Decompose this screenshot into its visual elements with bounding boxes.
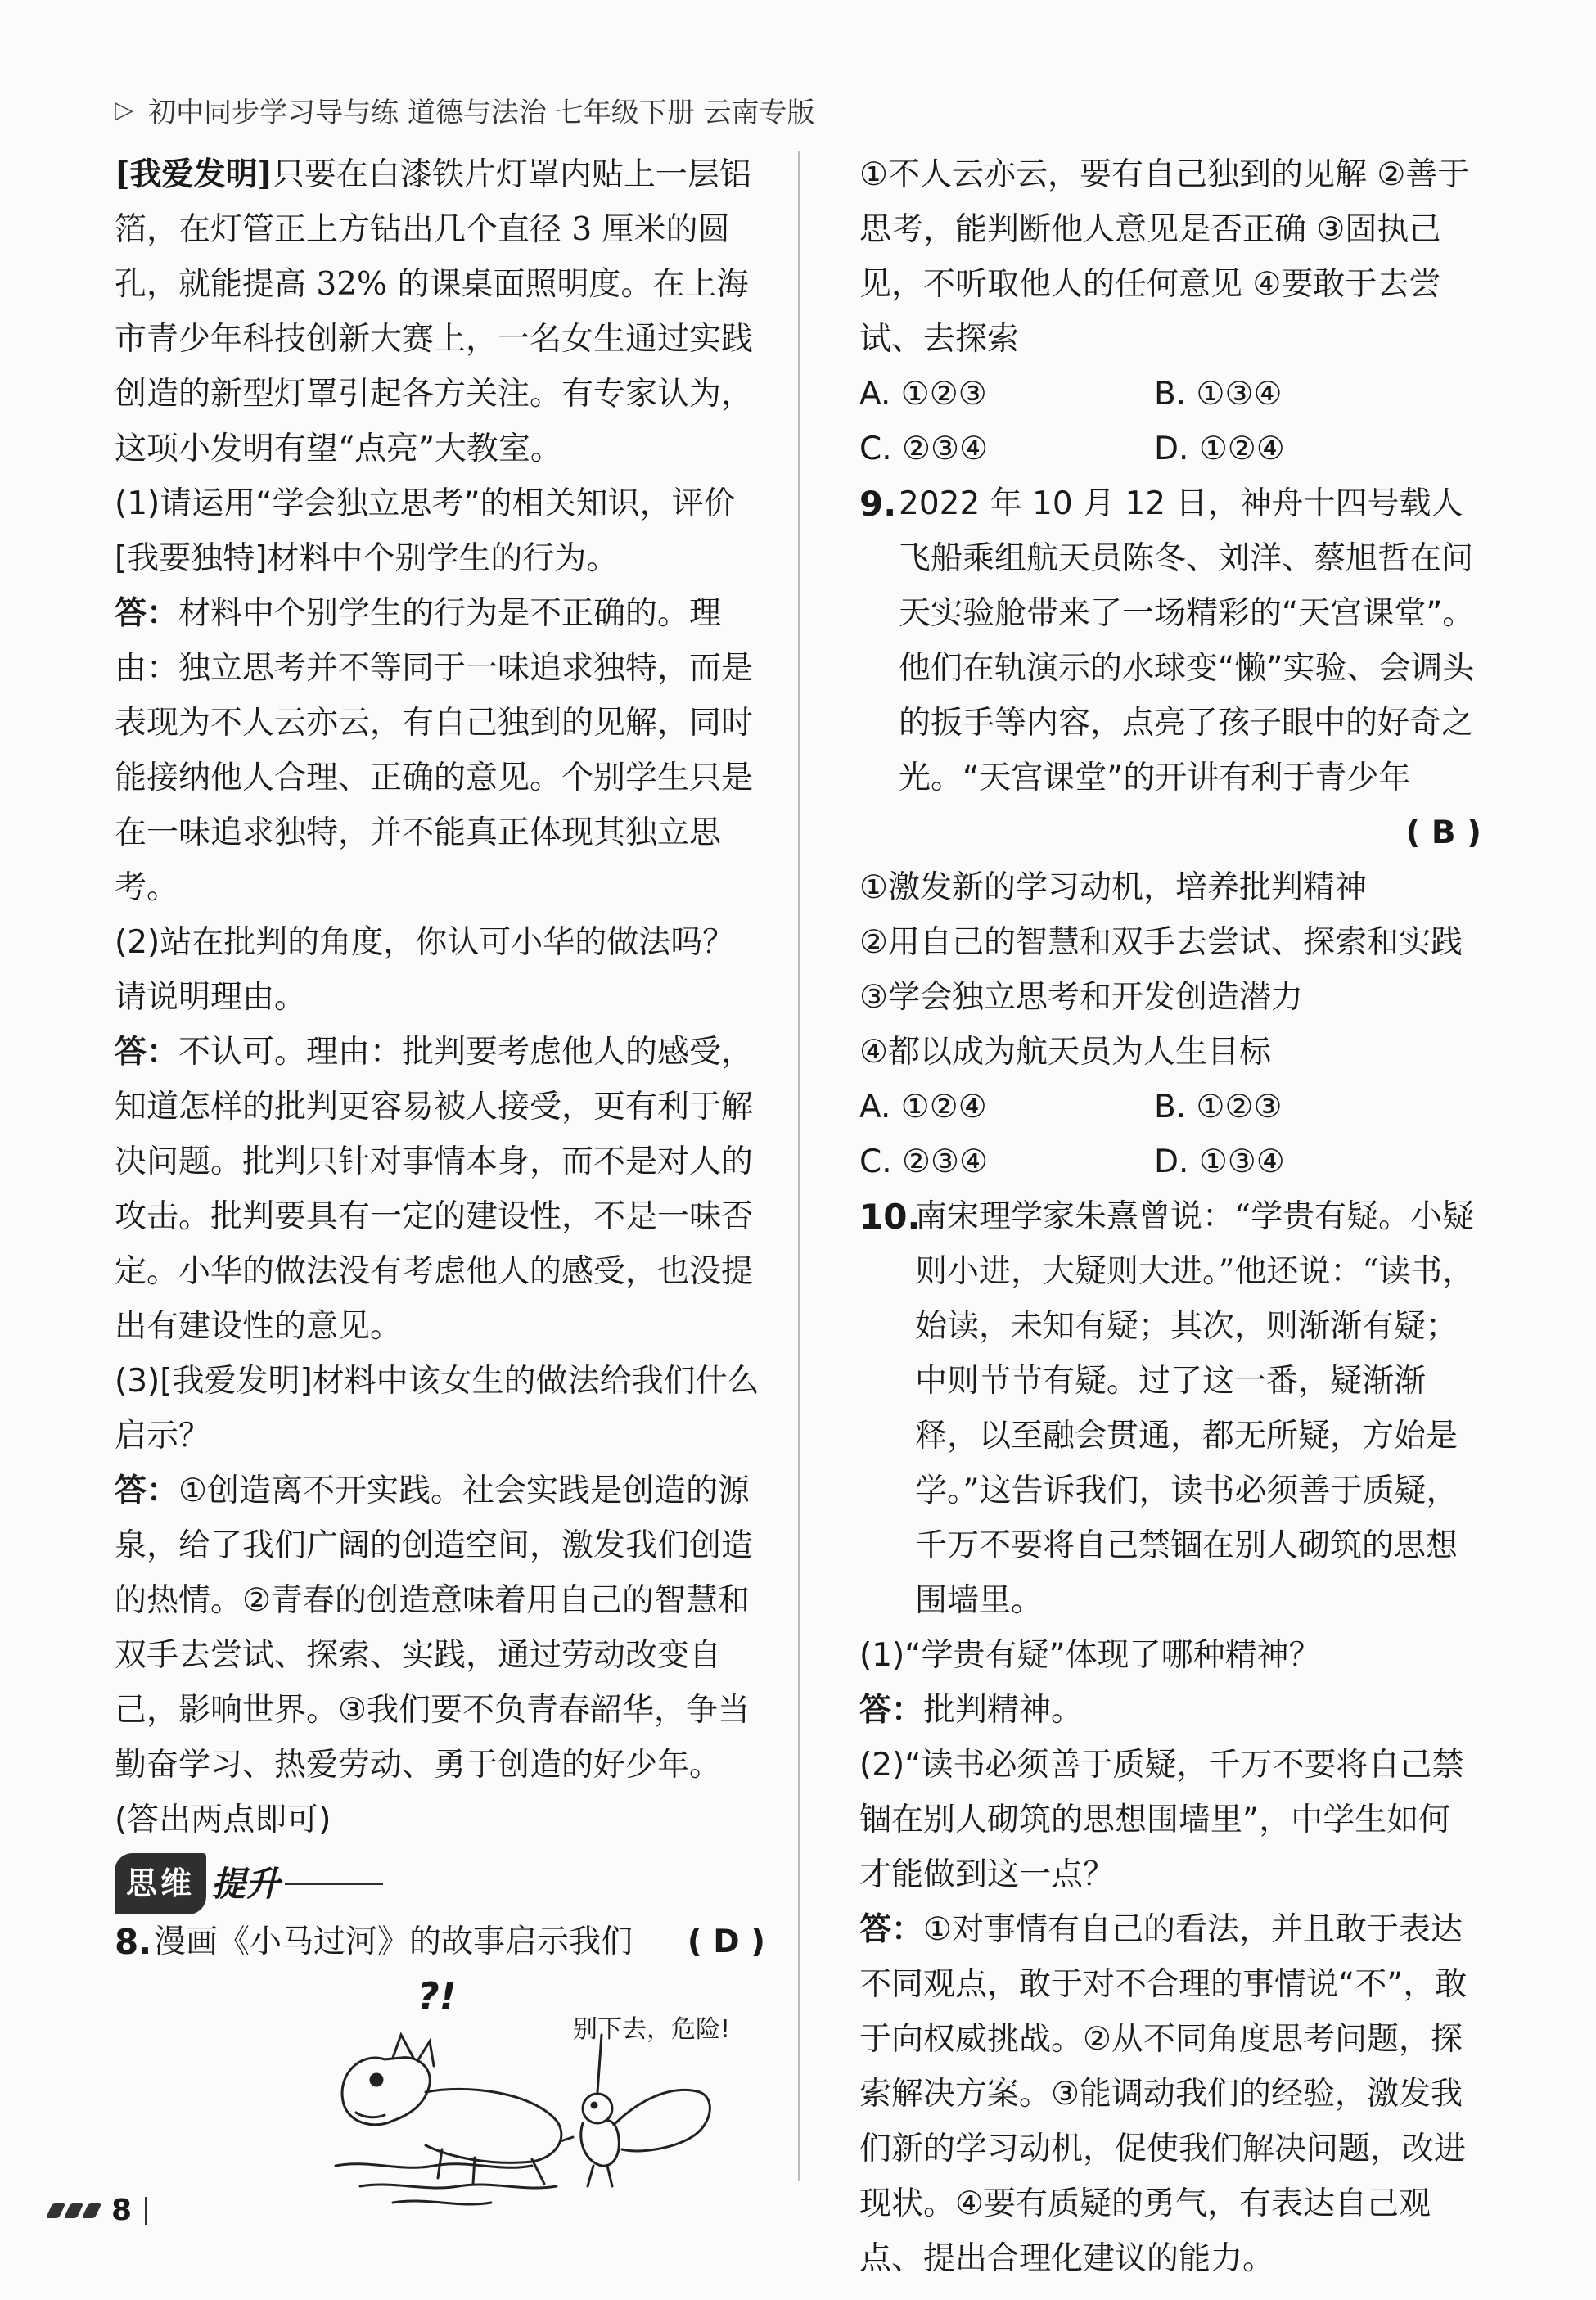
choice-row bbox=[859, 422, 1481, 476]
page-number: 8 bbox=[111, 2194, 133, 2227]
question-8 bbox=[115, 1914, 765, 1969]
invention-label: [我爱发明] bbox=[115, 156, 273, 193]
book-title: 初中同步学习导与练 道德与法治 七年级下册 云南专版 bbox=[148, 97, 815, 129]
question-8-text: 漫画《小马过河》的故事启示我们 bbox=[154, 1923, 633, 1960]
question-10 bbox=[859, 1189, 1481, 1628]
question-10-1: (1)“学贵有疑”体现了哪种精神？ bbox=[859, 1637, 1321, 1674]
question-10-2: (2)“读书必须善于质疑，千万不要将自己禁锢在别人砌筑的思想围墙里”，中学生如何才能做到这一点？ bbox=[859, 1747, 1464, 1893]
choice-a: A. ①②④ bbox=[859, 1089, 987, 1125]
option-item: ②用自己的智慧和双手去尝试、探索和实践 bbox=[859, 924, 1463, 961]
stripes-icon bbox=[49, 2203, 98, 2218]
cartoon-little-horse bbox=[286, 1969, 794, 2215]
question-number: 8. bbox=[115, 1922, 152, 1962]
answer-7-1 bbox=[115, 586, 765, 915]
answer-text: 材料中个别学生的行为是不正确的。理由：独立思考并不等同于一味追求独特，而是表现为不人云亦云，有自己独到的见解，同时能接纳他人合理、正确的意见。个别学生只是在一味追求独特，并不能真正体现其独立思考。 bbox=[115, 595, 754, 906]
question-9-answer: ( B ) bbox=[1405, 814, 1481, 851]
section-banner bbox=[115, 1857, 765, 1910]
choice-a: A. ①②③ bbox=[859, 376, 987, 413]
answer-label: 答： bbox=[115, 1472, 179, 1509]
choice-row bbox=[859, 1134, 1481, 1189]
answer-text: ①创造离不开实践。社会实践是创造的源泉，给了我们广阔的创造空间，激发我们创造的热情。②青春的创造意味着用自己的智慧和双手去尝试、探索、实践，通过劳动改变自己，影响世界。③我们要不负青春韶华，争当勤奋学习、热爱劳动、勇于创造的好少年。(答出两点即可) bbox=[115, 1472, 754, 1838]
choice-c: C. ②③④ bbox=[859, 431, 988, 467]
answer-text: 不认可。理由：批判要考虑他人的感受，知道怎样的批判更容易被人接受，更有利于解决问题。批判只针对事情本身，而不是对人的攻击。批判要具有一定的建设性，不是一味否定。小华的做法没有考虑他人的感受，也没提出有建设性的意见。 bbox=[115, 1034, 754, 1345]
question-9 bbox=[859, 476, 1481, 860]
question-9-text: 2022 年 10 月 12 日，神舟十四号载人飞船乘组航天员陈冬、刘洋、蔡旭哲在问天实验舱带来了一场精彩的“天宫课堂”。他们在轨演示的水球变“懒”实验、会调头的扳手等内容，点亮了孩子眼中的好奇之光。“天宫课堂”的开讲有利于青少年 bbox=[899, 485, 1475, 796]
footer-bar bbox=[145, 2197, 147, 2225]
answer-7-2 bbox=[115, 1025, 765, 1354]
choice-b: B. ①③④ bbox=[1154, 376, 1283, 413]
answer-label: 答： bbox=[115, 1034, 179, 1071]
question-number: 10. bbox=[859, 1197, 921, 1237]
choice-row bbox=[859, 1080, 1481, 1134]
choice-d: D. ①③④ bbox=[1154, 1143, 1285, 1180]
answer-label: 答： bbox=[859, 1911, 924, 1948]
question-7-3: (3)[我爱发明]材料中该女生的做法给我们什么启示？ bbox=[115, 1363, 760, 1454]
choice-row bbox=[859, 367, 1481, 422]
answer-7-3 bbox=[115, 1463, 765, 1847]
cartoon-exclaim: ?! bbox=[417, 1974, 457, 2018]
answer-text: ①对事情有自己的看法，并且敢于表达不同观点，敢于对不合理的事情说“不”，敢于向权威挑战。②从不同角度思考问题，探索解决方案。③能调动我们的经验，激发我们新的学习动机，促使我们解决问题，改进现状。④要有质疑的勇气，有表达自己观点、提出合理化建议的能力。 bbox=[859, 1911, 1468, 2277]
page-footer bbox=[49, 2194, 147, 2227]
answer-10-1 bbox=[859, 1683, 1481, 1738]
choice-b: B. ①②③ bbox=[1154, 1089, 1283, 1125]
answer-10-2 bbox=[859, 1902, 1481, 2286]
banner-rest: 提升 bbox=[211, 1863, 281, 1904]
answer-label: 答： bbox=[859, 1692, 924, 1729]
banner-box: 思维 bbox=[115, 1853, 206, 1914]
option-item: ③学会独立思考和开发创造潜力 bbox=[859, 979, 1303, 1016]
cartoon-speech: 别下去，危险! bbox=[573, 2015, 731, 2044]
page-header bbox=[115, 90, 815, 130]
left-column bbox=[115, 147, 765, 2215]
question-number: 9. bbox=[859, 484, 897, 524]
invention-material bbox=[115, 147, 765, 476]
invention-text: 只要在白漆铁片灯罩内贴上一层铝箔，在灯管正上方钻出几个直径 3 厘米的圆孔，就能提高 32% 的课桌面照明度。在上海市青少年科技创新大赛上，一名女生通过实践创造的新型灯罩引起各方关注。有专家认为，这项小发明有望“点亮”大教室。 bbox=[115, 156, 754, 467]
triangle-icon: ▷ bbox=[115, 96, 134, 124]
question-7-1: (1)请运用“学会独立思考”的相关知识，评价[我要独特]材料中个别学生的行为。 bbox=[115, 485, 736, 577]
right-column bbox=[859, 147, 1481, 2286]
banner-line bbox=[285, 1883, 383, 1885]
option-item: ①激发新的学习动机，培养批判精神 bbox=[859, 869, 1367, 906]
column-divider bbox=[798, 151, 800, 2181]
choice-d: D. ①②④ bbox=[1154, 431, 1285, 467]
question-8-options: ①不人云亦云，要有自己独到的见解 ②善于思考，能判断他人意见是否正确 ③固执己见，不听取他人的任何意见 ④要敢于去尝试、去探索 bbox=[859, 156, 1470, 358]
question-10-text: 南宋理学家朱熹曾说：“学贵有疑。小疑则小进，大疑则大进。”他还说：“读书，始读，未知有疑；其次，则渐渐有疑；中则节节有疑。过了这一番，疑渐渐释，以至融会贯通，都无所疑，方始是学。”这告诉我们，读书必须善于质疑，千万不要将自己禁锢在别人砌筑的思想围墙里。 bbox=[915, 1198, 1475, 1619]
option-item: ④都以成为航天员为人生目标 bbox=[859, 1034, 1271, 1071]
answer-label: 答： bbox=[115, 595, 179, 632]
answer-text: 批判精神。 bbox=[923, 1692, 1084, 1729]
choice-c: C. ②③④ bbox=[859, 1143, 988, 1180]
question-7-2: (2)站在批判的角度，你认可小华的做法吗？请说明理由。 bbox=[115, 924, 735, 1016]
question-8-answer: ( D ) bbox=[687, 1923, 765, 1960]
